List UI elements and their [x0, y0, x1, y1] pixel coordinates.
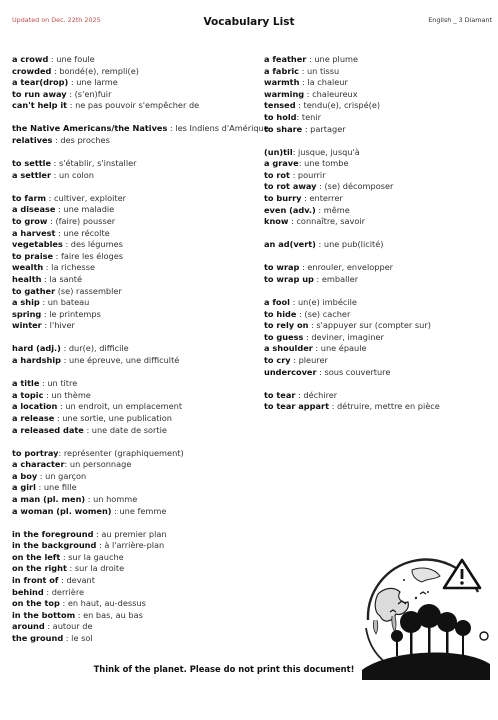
vocab-entry	[12, 320, 257, 332]
vocab-entry	[12, 66, 257, 78]
vocab-entry	[12, 228, 257, 240]
vocab-definition: : pleurer	[290, 355, 328, 366]
vocab-term: a harvest	[12, 227, 56, 238]
vocab-entry	[12, 540, 257, 552]
vocab-term: around	[12, 621, 45, 632]
vocab-entry	[12, 401, 257, 413]
vocab-entry	[12, 378, 257, 390]
vocab-term: to tear appart	[264, 401, 329, 412]
vocab-definition: : à l'arrière-plan	[96, 540, 165, 551]
vocab-definition: : des proches	[52, 135, 110, 146]
vocab-term: in front of	[12, 575, 59, 586]
vocab-term: to gather	[12, 285, 56, 296]
vocab-definition: : une maladie	[55, 204, 115, 215]
vocab-entry	[12, 587, 257, 599]
vocab-definition: : tenir	[296, 111, 321, 122]
vocab-entry	[264, 89, 496, 101]
vocab-entry	[264, 390, 496, 402]
vocab-column-right	[264, 54, 496, 424]
vocab-entry	[264, 355, 496, 367]
vocab-term: in the foreground	[12, 528, 94, 539]
vocab-definition: : s'établir, s'installer	[51, 158, 137, 169]
vocab-term: a disease	[12, 204, 56, 215]
vocab-definition: : une épreuve, une difficulté	[61, 355, 180, 366]
vocab-entry	[264, 320, 496, 332]
vocab-definition: : la chaleur	[299, 77, 348, 88]
vocab-entry	[264, 332, 496, 344]
vocab-term: a boy	[12, 470, 38, 481]
vocab-term: health	[12, 274, 42, 284]
vocab-entry	[12, 297, 257, 309]
vocab-definition: : un(e) imbécile	[290, 297, 357, 308]
vocab-definition: : tendu(e), crispé(e)	[295, 100, 381, 111]
vocab-definition: : enterrer	[301, 193, 343, 204]
vocab-definition: : une plume	[306, 54, 359, 64]
vocab-definition: : enrouler, envelopper	[299, 262, 394, 273]
vocab-entry	[12, 506, 257, 518]
vocab-definition: : une récolte	[55, 227, 110, 238]
vocab-definition: : l'hiver	[41, 320, 75, 331]
vocab-definition: : partager	[302, 123, 346, 134]
vocab-definition: : connaître, savoir	[288, 216, 366, 227]
vocab-term: to burry	[264, 193, 302, 204]
vocab-entry	[12, 355, 257, 367]
vocab-entry	[264, 147, 496, 159]
vocab-definition: : sur la droite	[66, 563, 125, 574]
vocab-definition: : chaleureux	[304, 88, 358, 99]
vocab-entry	[264, 54, 496, 66]
vocab-term: know	[264, 216, 289, 227]
vocab-entry	[12, 494, 257, 506]
vocab-term: to rot away	[264, 181, 317, 192]
vocab-definition: : déchirer	[295, 389, 338, 400]
vocab-term: warmth	[264, 77, 300, 88]
vocab-term: to rot	[264, 169, 290, 180]
vocab-definition: : (s'en)fuir	[66, 88, 112, 99]
vocab-definition: : pourrir	[289, 169, 326, 180]
vocab-definition: : une femme	[111, 505, 167, 516]
vocab-term: can't help it	[12, 100, 68, 111]
vocab-entry	[264, 343, 496, 355]
vocab-group	[12, 529, 257, 645]
vocab-term: to cry	[264, 355, 291, 366]
vocab-entry	[12, 425, 257, 437]
vocab-term: spring	[12, 308, 42, 319]
vocab-group	[12, 193, 257, 332]
vocab-term: to grow	[12, 216, 48, 227]
melting-earth-illustration	[358, 558, 492, 680]
vocab-term: to wrap	[264, 262, 300, 273]
vocab-entry	[264, 124, 496, 136]
vocab-definition: : emballer	[313, 274, 359, 284]
vocab-definition: : représenter (graphiquement)	[58, 447, 184, 458]
vocab-definition: : une épaule	[312, 343, 367, 354]
vocab-term: a shoulder	[264, 343, 313, 354]
vocab-entry	[264, 77, 496, 89]
vocab-term: vegetables	[12, 239, 63, 250]
vocab-group	[12, 54, 257, 112]
vocab-entry	[264, 66, 496, 78]
vocab-definition: : une fille	[35, 482, 77, 493]
vocab-group	[264, 390, 496, 413]
vocab-group	[264, 54, 496, 135]
vocab-definition: : cultiver, exploiter	[46, 192, 127, 203]
vocab-definition: (se) rassembler	[55, 285, 122, 296]
vocab-definition: : un homme	[85, 494, 138, 504]
vocab-entry	[264, 112, 496, 124]
vocab-entry	[12, 610, 257, 622]
footer-note: Think of the planet. Please do not print this document!	[93, 664, 355, 674]
vocab-definition: : la richesse	[43, 262, 95, 273]
vocab-entry	[264, 367, 496, 379]
vocab-entry	[12, 471, 257, 483]
vocab-entry	[264, 239, 496, 251]
vocab-definition: : sur la gauche	[60, 551, 124, 562]
vocab-entry	[12, 482, 257, 494]
vocab-entry	[264, 158, 496, 170]
vocab-definition: : une pub(licité)	[315, 239, 384, 250]
vocab-term: hard (adj.)	[12, 343, 61, 354]
vocab-group	[12, 343, 257, 366]
vocab-term: undercover	[264, 366, 317, 377]
vocab-entry	[12, 216, 257, 228]
vocab-entry	[264, 401, 496, 413]
vocab-definition: : un endroit, un emplacement	[57, 401, 183, 412]
vocab-definition: : une date de sortie	[83, 424, 167, 435]
vocab-term: a feather	[264, 54, 307, 64]
vocab-entry	[12, 448, 257, 460]
vocab-entry	[264, 309, 496, 321]
vocab-entry	[12, 251, 257, 263]
vocab-definition: : autour de	[44, 621, 93, 632]
vocab-entry	[264, 205, 496, 217]
vocab-definition: : le sol	[63, 633, 93, 644]
vocab-definition: : un titre	[39, 378, 78, 389]
vocab-entry	[12, 170, 257, 182]
vocab-definition: : une foule	[48, 54, 95, 64]
updated-date: Updated on Dec. 22th 2025	[12, 16, 101, 24]
vocab-definition: : en haut, au-dessus	[59, 598, 146, 609]
vocab-term: behind	[12, 586, 44, 597]
vocab-term: on the right	[12, 563, 67, 574]
vocab-term: a character	[12, 459, 65, 470]
vocab-group	[264, 262, 496, 285]
vocab-term: a title	[12, 378, 40, 389]
vocab-term: the Native Americans/the Natives	[12, 123, 168, 134]
vocab-term: even (adv.)	[264, 204, 316, 215]
vocab-definition: : le printemps	[41, 308, 101, 319]
vocab-definition: : un colon	[51, 169, 94, 180]
vocab-term: the ground	[12, 633, 64, 644]
vocab-definition: : jusque, jusqu'à	[292, 146, 360, 157]
vocab-group	[264, 239, 496, 251]
vocab-definition: : (se) cacher	[296, 308, 351, 319]
vocab-entry	[12, 54, 257, 66]
vocab-term: a grave	[264, 158, 299, 169]
vocab-term: relatives	[12, 135, 53, 146]
vocab-entry	[12, 563, 257, 575]
vocab-entry	[12, 239, 257, 251]
vocab-term: a tear(drop)	[12, 77, 69, 88]
vocab-term: a fabric	[264, 65, 300, 76]
vocab-term: to run away	[12, 88, 67, 99]
vocab-term: to hide	[264, 308, 297, 319]
vocab-entry	[12, 598, 257, 610]
vocab-term: to hold	[264, 111, 297, 122]
vocab-definition: : au premier plan	[93, 528, 167, 539]
vocab-definition: : devant	[58, 575, 95, 586]
vocab-term: to settle	[12, 158, 52, 169]
vocab-definition: : (faire) pousser	[47, 216, 116, 227]
vocab-entry	[12, 343, 257, 355]
vocab-term: a crowd	[12, 54, 49, 64]
vocab-entry	[12, 575, 257, 587]
vocab-definition: : deviner, imaginer	[303, 331, 384, 342]
vocab-term: a released date	[12, 424, 84, 435]
vocab-definition: : s'appuyer sur (compter sur)	[308, 320, 431, 331]
vocab-definition: : un personnage	[64, 459, 132, 470]
vocab-term: a man (pl. men)	[12, 494, 86, 504]
vocab-term: to share	[264, 123, 303, 134]
vocab-entry	[12, 552, 257, 564]
vocab-term: an ad(vert)	[264, 239, 316, 250]
vocab-term: warming	[264, 88, 305, 99]
vocab-entry	[264, 193, 496, 205]
vocab-entry	[12, 89, 257, 101]
vocab-entry	[264, 274, 496, 286]
vocab-term: to praise	[12, 250, 54, 261]
vocab-definition: : faire les éloges	[53, 250, 124, 261]
vocab-entry	[12, 77, 257, 89]
vocab-entry	[12, 633, 257, 645]
vocab-term: to rely on	[264, 320, 309, 331]
vocab-definition: : un tissu	[299, 65, 340, 76]
vocab-term: to farm	[12, 192, 47, 203]
vocab-term: tensed	[264, 100, 296, 111]
vocab-group	[12, 123, 269, 146]
vocab-definition: : les Indiens d'Amérique	[167, 123, 269, 134]
vocab-definition: : une sortie, une publication	[54, 412, 172, 423]
vocab-entry	[12, 390, 257, 402]
vocab-definition: : (se) décomposer	[316, 181, 394, 192]
vocab-group	[12, 448, 257, 518]
vocab-entry	[12, 529, 257, 541]
vocab-term: a release	[12, 412, 55, 423]
vocab-entry	[264, 262, 496, 274]
vocab-term: wealth	[12, 262, 44, 273]
vocab-term: crowded	[12, 65, 52, 76]
vocab-term: a girl	[12, 482, 36, 493]
vocab-entry	[264, 216, 496, 228]
vocab-term: (un)til	[264, 146, 293, 157]
vocab-entry	[264, 297, 496, 309]
vocab-entry	[12, 459, 257, 471]
vocab-group	[12, 378, 257, 436]
vocab-entry	[12, 135, 257, 147]
vocab-definition: : derrière	[43, 586, 85, 597]
vocab-entry	[12, 621, 257, 633]
vocab-definition: : un bateau	[39, 297, 90, 308]
vocab-definition: : sous couverture	[316, 366, 391, 377]
vocab-entry	[12, 158, 257, 170]
class-label: English _ 3 Diamant	[428, 16, 492, 24]
page-title: Vocabulary List	[203, 16, 295, 28]
vocab-entry	[12, 100, 257, 112]
vocab-group	[12, 158, 257, 181]
vocab-entry	[12, 262, 257, 274]
vocab-entry	[264, 100, 496, 112]
vocab-definition: : en bas, au bas	[75, 609, 143, 620]
vocab-entry	[12, 123, 269, 135]
vocab-definition: : la santé	[41, 274, 83, 284]
vocab-definition: : des légumes	[62, 239, 123, 250]
vocab-term: in the bottom	[12, 609, 76, 620]
vocab-definition: : un garçon	[37, 470, 87, 481]
vocab-term: to tear	[264, 389, 296, 400]
vocab-entry	[12, 274, 257, 286]
vocab-group	[264, 297, 496, 378]
vocab-definition: : ne pas pouvoir s'empêcher de	[67, 100, 200, 111]
vocab-definition: : une tombe	[298, 158, 349, 169]
vocab-group	[264, 147, 496, 228]
vocab-entry	[12, 204, 257, 216]
vocab-term: a settler	[12, 169, 52, 180]
vocab-definition: : bondé(e), rempli(e)	[51, 65, 139, 76]
vocab-definition: : un thème	[43, 389, 91, 400]
vocab-definition: : même	[315, 204, 350, 215]
vocab-term: to portray	[12, 447, 59, 458]
vocab-entry	[12, 286, 257, 298]
vocab-definition: : une larme	[68, 77, 118, 88]
vocab-term: a ship	[12, 297, 40, 308]
vocab-term: a hardship	[12, 355, 61, 366]
vocab-definition: : dur(e), difficile	[60, 343, 129, 354]
vocab-entry	[12, 309, 257, 321]
vocab-term: on the left	[12, 551, 61, 562]
vocab-term: to guess	[264, 331, 304, 342]
vocab-definition: : détruire, mettre en pièce	[329, 401, 440, 412]
vocab-entry	[264, 181, 496, 193]
vocab-term: winter	[12, 320, 42, 331]
vocab-term: a woman (pl. women)	[12, 505, 112, 516]
vocab-term: a topic	[12, 389, 44, 400]
vocab-term: to wrap up	[264, 274, 314, 284]
vocab-entry	[12, 413, 257, 425]
vocab-entry	[264, 170, 496, 182]
vocab-term: in the background	[12, 540, 97, 551]
vocab-term: on the top	[12, 598, 60, 609]
vocab-entry	[12, 193, 257, 205]
vocab-column-left	[12, 54, 269, 656]
vocab-term: a location	[12, 401, 58, 412]
vocab-term: a fool	[264, 297, 290, 308]
